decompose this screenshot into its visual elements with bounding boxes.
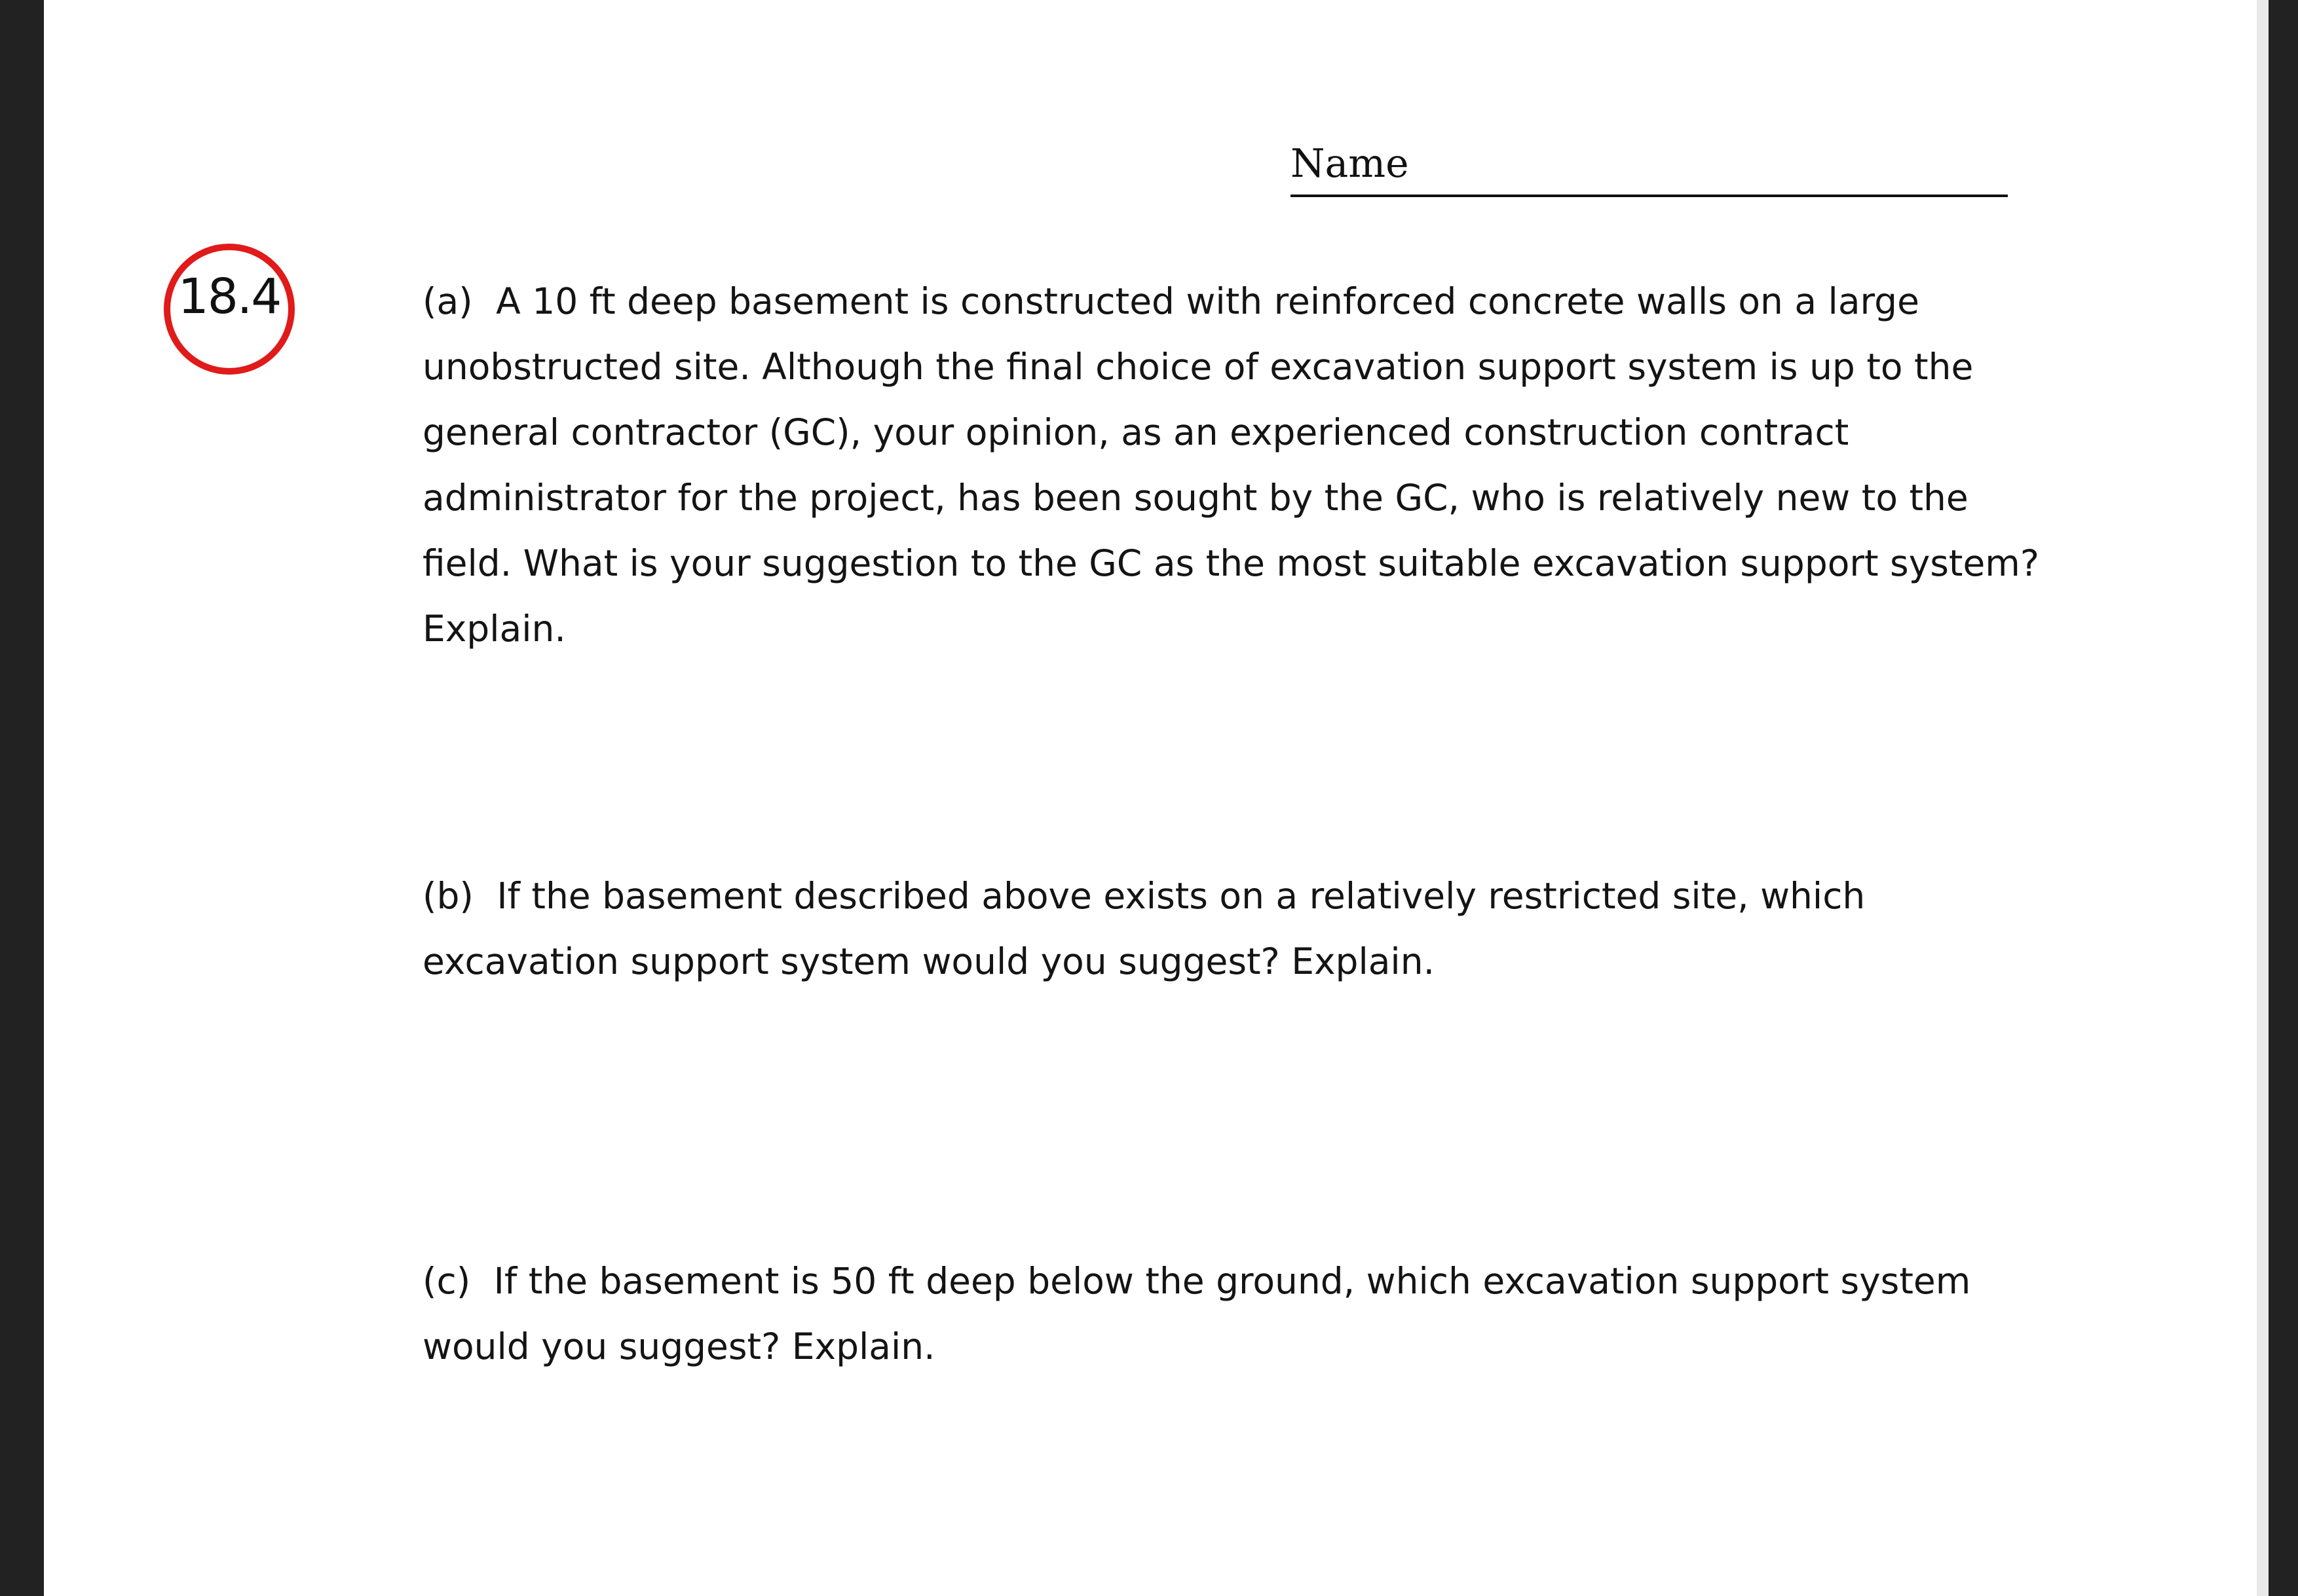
problem-number: 18.4 — [178, 269, 281, 325]
question-b-label: (b) — [423, 875, 474, 917]
question-c — [423, 1248, 2041, 1379]
question-c-label: (c) — [423, 1260, 471, 1302]
question-a — [423, 269, 2041, 661]
name-label: Name — [1290, 141, 1409, 187]
question-a-text: A 10 ft deep basement is constructed with reinforced concrete walls on a large unobstructed site. Although the final choice of excavation support system is up to the general contractor (GC), your opinion, as an experienced construction contract administrator for the project, has been sought by the GC, who is relatively new to the field. What is your suggestion to the GC as the most suitable excavation support system? Explain. — [423, 280, 2040, 650]
question-b — [423, 863, 2041, 994]
name-field-line[interactable] — [1290, 195, 2008, 197]
page-edge-strip — [2257, 0, 2269, 1596]
question-b-text: If the basement described above exists on a relatively restricted site, which excavation support system would you suggest? Explain. — [423, 875, 1866, 982]
question-a-label: (a) — [423, 280, 473, 322]
question-c-text: If the basement is 50 ft deep below the ground, which excavation support system would you suggest? Explain. — [423, 1260, 1971, 1367]
